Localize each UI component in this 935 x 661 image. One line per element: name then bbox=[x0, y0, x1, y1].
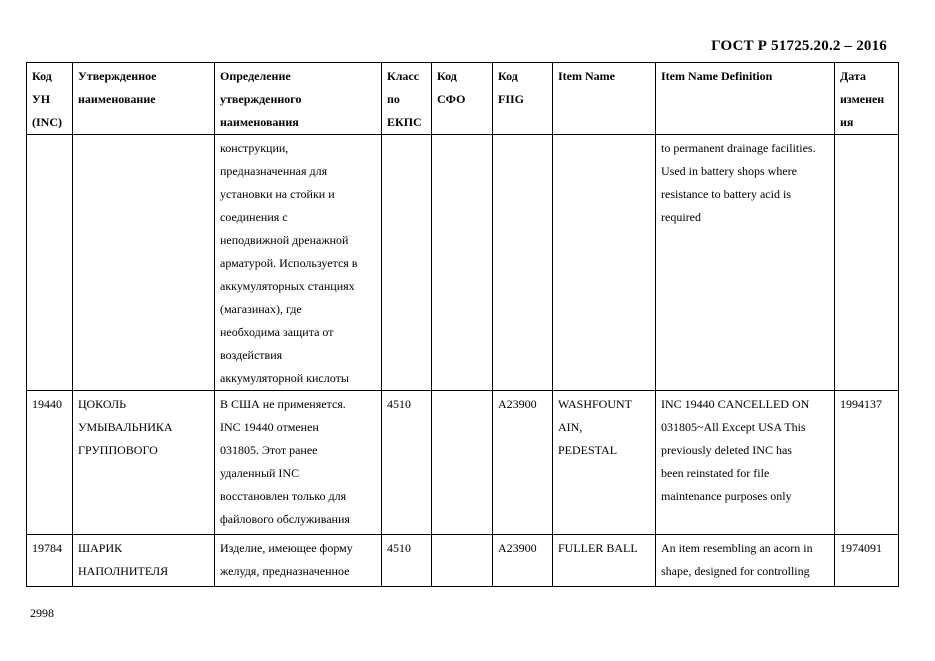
cell-text: FULLER BALL bbox=[558, 541, 638, 555]
cell-item-name bbox=[553, 135, 656, 391]
cell-text: (магазинах), где bbox=[220, 302, 302, 316]
cell-text: Used in battery shops where bbox=[661, 164, 797, 178]
cell-text: 1994137 bbox=[840, 397, 882, 411]
header-text: Код bbox=[437, 69, 457, 83]
cell-text: восстановлен только для bbox=[220, 489, 347, 503]
cell-text: shape, designed for controlling bbox=[661, 564, 810, 578]
page-number: 2998 bbox=[30, 606, 54, 620]
cell-text: ГРУППОВОГО bbox=[78, 443, 158, 457]
cell-date bbox=[835, 135, 899, 391]
header-date bbox=[835, 63, 899, 135]
cell-text: удаленный INC bbox=[220, 466, 300, 480]
cell-name bbox=[73, 535, 215, 587]
cell-text: ЦОКОЛЬ bbox=[78, 397, 126, 411]
cell-text: Изделие, имеющее форму bbox=[220, 541, 353, 555]
cell-text: to permanent drainage facilities. bbox=[661, 141, 816, 155]
cell-text: 4510 bbox=[387, 541, 411, 555]
header-class bbox=[382, 63, 432, 135]
header-text: наименование bbox=[78, 92, 156, 106]
header-text: по bbox=[387, 92, 400, 106]
cell-item-name bbox=[553, 391, 656, 535]
cell-text: НАПОЛНИТЕЛЯ bbox=[78, 564, 169, 578]
header-text: Определение bbox=[220, 69, 291, 83]
cell-text: конструкции, bbox=[220, 141, 289, 155]
table-row bbox=[27, 391, 899, 535]
header-name bbox=[73, 63, 215, 135]
cell-text: В США не применяется. bbox=[220, 397, 346, 411]
cell-text: 4510 bbox=[387, 397, 411, 411]
header-text: Item Name bbox=[558, 69, 615, 83]
cell-text: 19440 bbox=[32, 397, 62, 411]
cell-text: 031805~All Except USA This bbox=[661, 420, 806, 434]
cell-inc bbox=[27, 391, 73, 535]
cell-item-name bbox=[553, 535, 656, 587]
cell-text: соединения с bbox=[220, 210, 288, 224]
cell-definition bbox=[215, 535, 382, 587]
cell-text: INC 19440 отменен bbox=[220, 420, 319, 434]
cell-text: INC 19440 CANCELLED ON bbox=[661, 397, 810, 411]
cell-text: 19784 bbox=[32, 541, 62, 555]
header-text: Код bbox=[32, 69, 52, 83]
cell-text: файлового обслуживания bbox=[220, 512, 350, 526]
header-text: изменен bbox=[840, 92, 885, 106]
cell-text: ШАРИК bbox=[78, 541, 123, 555]
cell-fiig bbox=[493, 391, 553, 535]
cell-item-def bbox=[656, 535, 835, 587]
cell-sfo bbox=[432, 135, 493, 391]
header-sfo bbox=[432, 63, 493, 135]
header-item-name bbox=[553, 63, 656, 135]
header-text: FIIG bbox=[498, 92, 525, 106]
cell-text: предназначенная для bbox=[220, 164, 328, 178]
cell-text: AIN, bbox=[558, 420, 583, 434]
cell-text: required bbox=[661, 210, 701, 224]
cell-date bbox=[835, 535, 899, 587]
cell-definition bbox=[215, 135, 382, 391]
header-text: СФО bbox=[437, 92, 466, 106]
cell-date bbox=[835, 391, 899, 535]
cell-item-def bbox=[656, 135, 835, 391]
cell-text: неподвижной дренажной bbox=[220, 233, 349, 247]
cell-fiig bbox=[493, 535, 553, 587]
cell-text: resistance to battery acid is bbox=[661, 187, 791, 201]
header-definition bbox=[215, 63, 382, 135]
header-text: (INC) bbox=[32, 115, 62, 129]
cell-name bbox=[73, 135, 215, 391]
cell-text: аккумуляторных станциях bbox=[220, 279, 355, 293]
cell-item-def bbox=[656, 391, 835, 535]
cell-class bbox=[382, 391, 432, 535]
cell-sfo bbox=[432, 535, 493, 587]
header-text: наименования bbox=[220, 115, 299, 129]
table-header-row bbox=[27, 63, 899, 135]
cell-text: been reinstated for file bbox=[661, 466, 770, 480]
cell-text: An item resembling an acorn in bbox=[661, 541, 813, 555]
header-text: Дата bbox=[840, 69, 866, 83]
cell-text: установки на стойки и bbox=[220, 187, 335, 201]
cell-text: необходима защита от bbox=[220, 325, 334, 339]
cell-fiig bbox=[493, 135, 553, 391]
cell-text: аккумуляторной кислоты bbox=[220, 371, 349, 385]
inc-table bbox=[26, 62, 899, 587]
header-text: Код bbox=[498, 69, 518, 83]
cell-text: арматурой. Используется в bbox=[220, 256, 358, 270]
cell-text: A23900 bbox=[498, 541, 537, 555]
cell-inc bbox=[27, 135, 73, 391]
cell-text: воздействия bbox=[220, 348, 283, 362]
cell-text: A23900 bbox=[498, 397, 537, 411]
document-title: ГОСТ Р 51725.20.2 – 2016 bbox=[711, 38, 887, 54]
cell-text: WASHFOUNT bbox=[558, 397, 633, 411]
table-row bbox=[27, 135, 899, 391]
header-text: Утвержденное bbox=[78, 69, 157, 83]
header-text: Item Name Definition bbox=[661, 69, 773, 83]
cell-class bbox=[382, 535, 432, 587]
cell-name bbox=[73, 391, 215, 535]
cell-sfo bbox=[432, 391, 493, 535]
cell-text: maintenance purposes only bbox=[661, 489, 792, 503]
header-text: ЕКПС bbox=[387, 115, 422, 129]
header-text: ия bbox=[840, 115, 854, 129]
header-text: Класс bbox=[387, 69, 420, 83]
cell-text: 031805. Этот ранее bbox=[220, 443, 318, 457]
cell-text: previously deleted INC has bbox=[661, 443, 792, 457]
header-text: утвержденного bbox=[220, 92, 302, 106]
table-row bbox=[27, 535, 899, 587]
cell-text: УМЫВАЛЬНИКА bbox=[78, 420, 173, 434]
header-text: УН bbox=[32, 92, 51, 106]
cell-text: 1974091 bbox=[840, 541, 882, 555]
cell-text: PEDESTAL bbox=[558, 443, 618, 457]
cell-class bbox=[382, 135, 432, 391]
header-item-def bbox=[656, 63, 835, 135]
cell-inc bbox=[27, 535, 73, 587]
header-inc bbox=[27, 63, 73, 135]
cell-text: желудя, предназначенное bbox=[220, 564, 350, 578]
cell-definition bbox=[215, 391, 382, 535]
header-fiig bbox=[493, 63, 553, 135]
